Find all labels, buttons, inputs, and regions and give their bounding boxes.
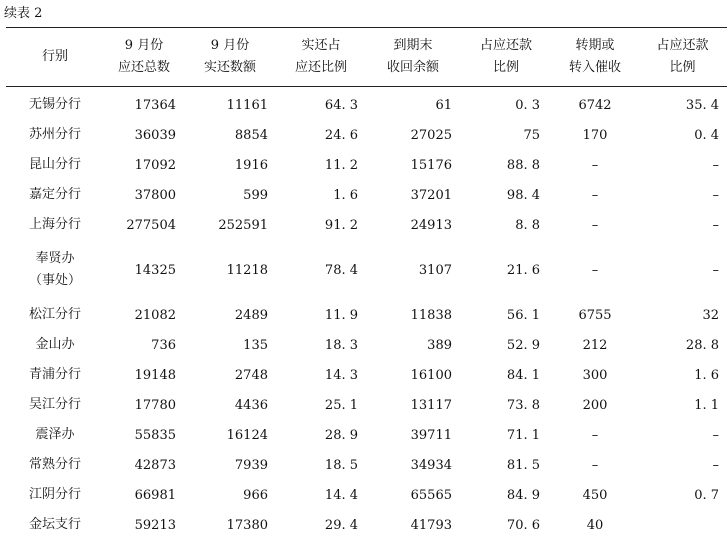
header-row (6, 28, 727, 86)
cell-rollover: – (591, 187, 599, 203)
cell-branch-name: 吴江分行 (28, 397, 81, 412)
cell-due-total: 42873 (134, 457, 176, 473)
header-rollover: 转期或 转入催收 (568, 38, 621, 75)
cell-rollover-ratio: 32 (702, 307, 719, 323)
cell-rollover-ratio: – (712, 457, 719, 473)
table-body (6, 86, 727, 540)
cell-due-total: 55835 (134, 427, 176, 443)
cell-rollover: – (591, 427, 599, 443)
cell-rollover-ratio: – (712, 427, 719, 443)
cell-balance: 27025 (410, 127, 452, 143)
cell-repaid-ratio: 25. 1 (324, 397, 358, 413)
cell-branch-name: 江阴分行 (28, 487, 81, 502)
cell-rollover: 40 (586, 517, 604, 533)
cell-rollover-ratio: – (712, 262, 719, 278)
cell-balance: 61 (435, 97, 452, 113)
table-row (6, 300, 727, 330)
table-row (6, 450, 727, 480)
repayment-table (6, 28, 727, 540)
cell-balance-ratio: 70. 6 (506, 517, 540, 533)
cell-rollover: – (591, 217, 599, 233)
cell-rollover: 450 (582, 487, 608, 503)
cell-branch-name: 苏州分行 (28, 127, 81, 142)
cell-repaid-amount: 11161 (226, 97, 268, 113)
cell-balance: 389 (427, 337, 452, 353)
cell-due-total: 19148 (134, 367, 176, 383)
cell-rollover: 300 (582, 367, 608, 383)
cell-repaid-ratio: 14. 3 (324, 367, 358, 383)
cell-repaid-amount: 7939 (234, 457, 268, 473)
table-row (6, 240, 727, 300)
cell-balance: 39711 (410, 427, 452, 443)
cell-repaid-ratio: 11. 2 (324, 157, 358, 173)
cell-balance-ratio: 84. 1 (506, 367, 540, 383)
cell-rollover-ratio: – (712, 157, 719, 173)
cell-balance-ratio: 81. 5 (506, 457, 540, 473)
cell-rollover-ratio: – (712, 187, 719, 203)
cell-repaid-amount: 11218 (226, 262, 268, 278)
cell-branch-name: 青浦分行 (28, 367, 81, 382)
cell-branch-name: 金坛支行 (28, 517, 81, 532)
cell-rollover-ratio: 0. 4 (694, 127, 719, 143)
cell-balance: 11838 (410, 307, 452, 323)
header-rollover-ratio: 占应还款 比例 (656, 38, 709, 75)
cell-balance-ratio: 98. 4 (506, 187, 540, 203)
cell-repaid-amount: 2489 (234, 307, 268, 323)
cell-branch-name: 奉贤办 （事处） (28, 251, 81, 288)
cell-balance: 24913 (410, 217, 452, 233)
cell-balance: 37201 (410, 187, 452, 203)
cell-rollover: – (591, 157, 599, 173)
cell-rollover-ratio: 1. 1 (694, 397, 719, 413)
cell-due-total: 17092 (134, 157, 176, 173)
header-balance: 到期末 收回余额 (386, 38, 439, 75)
cell-repaid-amount: 2748 (234, 367, 268, 383)
cell-repaid-amount: 252591 (218, 217, 268, 233)
cell-rollover-ratio: – (712, 217, 719, 233)
cell-repaid-ratio: 78. 4 (324, 262, 358, 278)
header-repaid-ratio: 实还占 应还比例 (294, 38, 347, 75)
header-branch: 行别 (41, 49, 68, 64)
table-row (6, 86, 727, 120)
cell-rollover-ratio: 28. 8 (685, 337, 719, 353)
cell-due-total: 66981 (134, 487, 176, 503)
cell-rollover: 6755 (578, 307, 612, 323)
cell-repaid-amount: 599 (243, 187, 268, 203)
cell-repaid-ratio: 28. 9 (324, 427, 358, 443)
cell-balance-ratio: 75 (523, 127, 540, 143)
cell-balance-ratio: 71. 1 (506, 427, 540, 443)
cell-due-total: 36039 (134, 127, 176, 143)
cell-rollover-ratio: 35. 4 (685, 97, 719, 113)
table-row (6, 180, 727, 210)
table-row (6, 420, 727, 450)
cell-due-total: 59213 (134, 517, 176, 533)
cell-branch-name: 金山办 (35, 337, 75, 352)
cell-balance-ratio: 73. 8 (506, 397, 540, 413)
cell-repaid-amount: 135 (243, 337, 268, 353)
cell-repaid-amount: 4436 (234, 397, 268, 413)
cell-rollover: – (591, 457, 599, 473)
cell-rollover-ratio: 0. 7 (694, 487, 719, 503)
cell-due-total: 37800 (134, 187, 176, 203)
cell-repaid-amount: 16124 (226, 427, 268, 443)
header-balance-ratio: 占应还款 比例 (479, 38, 532, 75)
cell-due-total: 17364 (134, 97, 176, 113)
cell-balance: 65565 (410, 487, 452, 503)
table-row (6, 330, 727, 360)
cell-balance-ratio: 0. 3 (515, 97, 540, 113)
cell-balance-ratio: 88. 8 (506, 157, 540, 173)
cell-due-total: 17780 (134, 397, 176, 413)
cell-balance: 15176 (410, 157, 452, 173)
cell-repaid-amount: 17380 (226, 517, 268, 533)
table-row (6, 390, 727, 420)
cell-balance-ratio: 56. 1 (506, 307, 540, 323)
cell-due-total: 277504 (126, 217, 176, 233)
cell-rollover: 212 (582, 337, 608, 353)
cell-branch-name: 上海分行 (28, 217, 81, 232)
cell-repaid-amount: 966 (243, 487, 268, 503)
cell-rollover-ratio: 1. 6 (694, 367, 719, 383)
cell-branch-name: 昆山分行 (28, 157, 81, 172)
table-row (6, 360, 727, 390)
cell-balance: 16100 (410, 367, 452, 383)
header-due-total: 9 月份 应还总数 (117, 38, 170, 75)
cell-repaid-ratio: 91. 2 (324, 217, 358, 233)
cell-balance-ratio: 8. 8 (515, 217, 540, 233)
cell-branch-name: 嘉定分行 (28, 187, 81, 202)
cell-branch-name: 松江分行 (28, 307, 81, 322)
cell-branch-name: 震泽办 (35, 427, 75, 442)
cell-repaid-amount: 8854 (234, 127, 268, 143)
cell-repaid-ratio: 18. 5 (324, 457, 358, 473)
cell-balance: 13117 (410, 397, 452, 413)
cell-due-total: 736 (151, 337, 176, 353)
cell-repaid-ratio: 14. 4 (324, 487, 358, 503)
cell-repaid-ratio: 29. 4 (324, 517, 358, 533)
cell-due-total: 14325 (134, 262, 176, 278)
cell-balance-ratio: 84. 9 (506, 487, 540, 503)
cell-balance-ratio: 21. 6 (506, 262, 540, 278)
cell-repaid-amount: 1916 (234, 157, 268, 173)
cell-repaid-ratio: 24. 6 (324, 127, 358, 143)
cell-rollover: 200 (582, 397, 608, 413)
cell-balance: 34934 (410, 457, 452, 473)
cell-balance: 3107 (418, 262, 452, 278)
table-row (6, 480, 727, 510)
cell-due-total: 21082 (134, 307, 176, 323)
table-row (6, 210, 727, 240)
table-caption: 续表 2 (4, 6, 43, 21)
cell-repaid-ratio: 1. 6 (333, 187, 358, 203)
cell-balance-ratio: 52. 9 (506, 337, 540, 353)
cell-rollover: – (591, 262, 599, 278)
cell-rollover: 6742 (578, 97, 612, 113)
cell-repaid-ratio: 18. 3 (324, 337, 358, 353)
table-row (6, 150, 727, 180)
cell-balance: 41793 (410, 517, 452, 533)
header-repaid-amount: 9 月份 实还数额 (203, 38, 256, 75)
table-row (6, 120, 727, 150)
cell-rollover: 170 (582, 127, 608, 143)
cell-repaid-ratio: 11. 9 (324, 307, 358, 323)
cell-branch-name: 常熟分行 (28, 457, 81, 472)
cell-branch-name: 无锡分行 (28, 97, 81, 112)
cell-repaid-ratio: 64. 3 (324, 97, 358, 113)
